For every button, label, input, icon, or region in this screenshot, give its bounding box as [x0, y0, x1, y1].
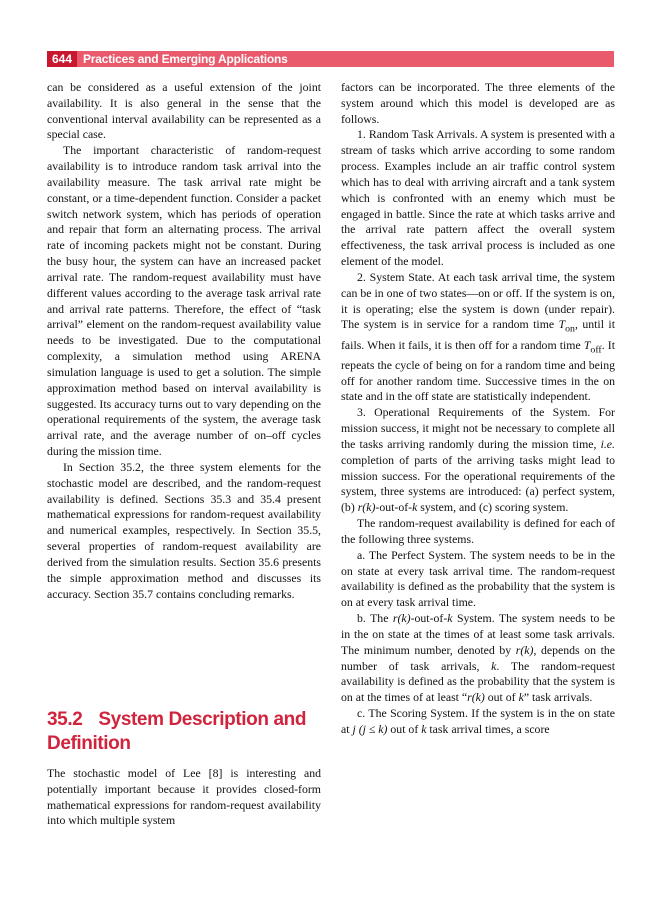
paragraph-system-state: 2. System State. At each task arrival time, the system can be in one of two states—on or off. If the system is on, it is operating; else the system is down (under repair). The system is in service for a random time $T_{on}$, until it fails. When it fails, it is then off for a random time $T_{off}$. It repeats the cycle of being on for a random time and being off for another random time. Successive times in the on state and in the off state are statistically independent.	[341, 269, 615, 404]
section-title: System Description and Definition	[47, 709, 307, 754]
paragraph: In Section 35.2, the three system elements for the stochastic model are described, and the random-request availability is defined. Sections 35.3 and 35.4 present mathematical expressions for random-request availability and numerical examples, respectively. In Section 35.5, several properties of random-request availability are derived from the simulation results. Section 35.6 presents the simple approximation method and discusses its accuracy. Section 35.7 contains concluding remarks.	[47, 459, 321, 601]
paragraph: The important characteristic of random-request availability is to introduce random task arrival into the availability measure. The task arrival rate might be constant, or a time-dependent function. Consider a packet switch network system, which has periods of operation and repair that form an alternating process. The arrival rate of incoming packets might not be constant. During the busy hour, the system can have an increased packet arrival rate. The random-request availability must have different values according to the average task arrival rate and arrival rate patterns. Therefore, the effect of “task arrival” element on the random-request availability value needs to be investigated. Due to the computational complexity, a simulation method using ARENA simulation language is used to get a solution. The simple approximation method based on interval availability is suggested. Its accuracy turns out to vary depending on the operational requirements of the system, the average task arrival rate, and the average number of on–off cycles during the mission time.	[47, 143, 321, 459]
paragraph: factors can be incorporated. The three elements of the system around which this model is developed are as follows.	[341, 80, 615, 126]
paragraph: The stochastic model of Lee [8] is interesting and potentially important because it provides closed-form mathematical expressions for random-request availability into which multiple system	[47, 766, 321, 828]
left-column-continued	[47, 766, 321, 829]
paragraph-operational-requirements: 3. Operational Requirements of the System. For mission success, it might not be necessary to complete all the tasks arriving randomly during the mission time, i.e. completion of parts of the arriving tasks might lead to mission success. For the operational requirements of the system, three systems are introduced: (a) perfect system, (b) r(k)-out-of-k system, and (c) scoring system.	[341, 405, 615, 515]
paragraph-perfect-system: a. The Perfect System. The system needs to be in the on state at every task arrival time. The random-request availability is defined as the probability that the system is on at every task arrival time.	[341, 547, 615, 610]
paragraph-random-task-arrivals: 1. Random Task Arrivals. A system is presented with a stream of tasks which arrive according to some random process. Examples include an air traffic control system which has to deal with arriving aircraft and a tank system which is confronted with an enemy which must be engaged in battle. Since the rate at which tasks arrive and the arrival rate pattern affect the overall system effectiveness, the task arrival process is included as one element of the model.	[341, 127, 615, 269]
page-number: 644	[47, 51, 77, 67]
paragraph-rk-out-of-k-system: b. The r(k)-out-of-k System. The system needs to be in the on state at the times of at least some task arrivals. The minimum number, denoted by r(k), depends on the number of task arrivals, k. The random-request availability is defined as the probability that the system is on at the times of at least “r(k) out of k” task arrivals.	[341, 611, 616, 705]
running-title: Practices and Emerging Applications	[83, 52, 288, 66]
paragraph: The random-request availability is defined for each of the following three systems.	[341, 516, 615, 546]
section-heading	[47, 708, 321, 756]
paragraph-scoring-system: c. The Scoring System. If the system is in the on state at j (j ≤ k) out of k task arrival times, a score	[341, 706, 615, 736]
left-column	[47, 80, 321, 602]
running-header	[47, 51, 614, 67]
paragraph: can be considered as a useful extension of the joint availability. It is also general in the sense that the conventional interval availability can be represented as a special case.	[47, 80, 321, 142]
section-number: 35.2	[47, 709, 83, 730]
right-column	[341, 80, 615, 738]
